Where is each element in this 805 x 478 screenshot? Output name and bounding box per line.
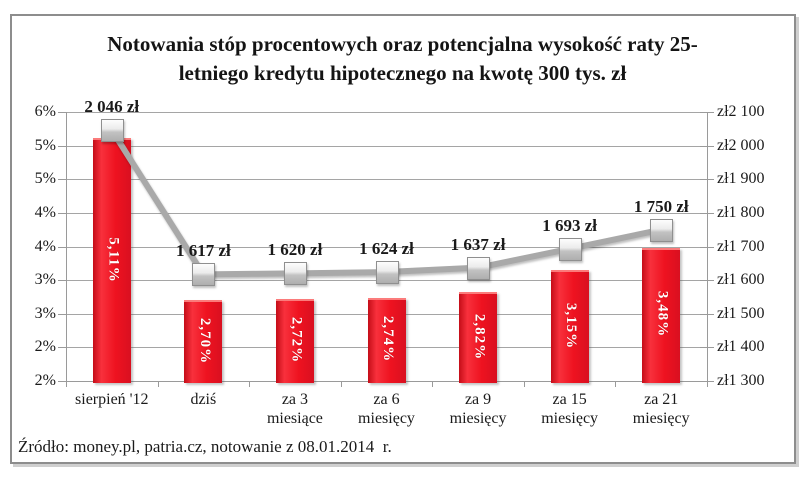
line-marker bbox=[650, 219, 673, 242]
source-note: Źródło: money.pl, patria.cz, notowanie z 08.01.2014 r. bbox=[18, 437, 392, 456]
line-value-label: 2 046 zł bbox=[84, 97, 140, 117]
x-tick-label bbox=[243, 390, 347, 428]
x-axis-tick bbox=[524, 381, 525, 387]
x-tick-label bbox=[426, 390, 530, 428]
x-tick-label-line: miesięcy bbox=[541, 410, 599, 427]
chart-title bbox=[24, 30, 781, 88]
x-axis-tick bbox=[615, 381, 616, 387]
bar-value-label: 3,48% bbox=[654, 291, 671, 338]
x-axis-tick bbox=[707, 381, 708, 387]
y-right-tick-label: zł1 800 bbox=[717, 203, 765, 221]
left-axis-tick bbox=[58, 146, 66, 147]
x-tick-label bbox=[518, 390, 622, 428]
y-right-tick-label: zł1 500 bbox=[717, 304, 765, 322]
chart-title-line2: letniego kredytu hipotecznego na kwotę 300 tys. zł bbox=[178, 61, 627, 85]
bar-value-label: 2,82% bbox=[471, 313, 488, 360]
line-marker bbox=[559, 238, 582, 261]
x-tick-label bbox=[152, 390, 256, 409]
x-axis-tick bbox=[341, 381, 342, 387]
x-tick-label-line: za 9 bbox=[464, 391, 492, 408]
x-tick-label-line: za 3 bbox=[281, 391, 309, 408]
y-left-tick-label: 4% bbox=[34, 237, 56, 255]
line-marker bbox=[192, 263, 215, 286]
y-left-tick-label: 6% bbox=[34, 103, 56, 120]
x-axis-tick bbox=[249, 381, 250, 387]
x-axis-tick bbox=[66, 381, 67, 387]
y-left-tick-label: 3% bbox=[34, 304, 56, 322]
y-left-tick-label: 3% bbox=[34, 271, 56, 289]
bar-value-label: 2,74% bbox=[380, 316, 396, 363]
line-marker bbox=[284, 262, 307, 285]
x-tick-label bbox=[335, 390, 439, 428]
bar-value-label: 5,11% bbox=[105, 236, 122, 283]
y-right-tick-label: zł2 000 bbox=[717, 136, 765, 154]
left-axis-tick bbox=[58, 247, 66, 248]
y-left-tick-label: 2% bbox=[34, 338, 56, 356]
chart-title-line1: Notowania stóp procentowych oraz potencjalna wysokość raty 25- bbox=[107, 32, 698, 56]
x-tick-label-line: za 21 bbox=[644, 391, 679, 408]
bar-value-label: 2,70% bbox=[196, 317, 213, 364]
line-value-label: 1 750 zł bbox=[633, 196, 689, 216]
y-right-tick-label: zł1 400 bbox=[717, 338, 765, 356]
left-axis-tick bbox=[58, 213, 66, 214]
line-value-label: 1 624 zł bbox=[359, 239, 414, 259]
bar-value-label: 3,15% bbox=[563, 302, 580, 349]
x-tick-label bbox=[609, 390, 713, 428]
left-axis-tick bbox=[58, 381, 66, 382]
y-left-tick-label: 4% bbox=[34, 203, 56, 221]
x-tick-label bbox=[60, 390, 164, 409]
y-right-tick-label: zł2 100 bbox=[717, 103, 765, 120]
x-axis-tick bbox=[158, 381, 159, 387]
line-marker bbox=[467, 257, 490, 280]
left-axis-tick bbox=[58, 314, 66, 315]
x-tick-label-line: miesięcy bbox=[632, 410, 690, 427]
y-right-tick-label: zł1 900 bbox=[717, 170, 765, 188]
left-axis-tick bbox=[58, 280, 66, 281]
x-axis-tick bbox=[432, 381, 433, 387]
x-tick-label-line: miesięcy bbox=[449, 410, 507, 427]
line-value-label: 1 693 zł bbox=[542, 215, 598, 235]
y-left-tick-label: 5% bbox=[34, 170, 56, 188]
line-value-label: 1 620 zł bbox=[267, 240, 323, 260]
y-left-tick-label: 2% bbox=[34, 372, 56, 389]
line-marker bbox=[376, 261, 399, 284]
x-tick-label-line: sierpień '12 bbox=[75, 391, 149, 408]
line-value-label: 1 637 zł bbox=[450, 234, 506, 254]
x-tick-label-line: za 15 bbox=[552, 391, 587, 408]
x-tick-label-line: dziś bbox=[190, 391, 217, 408]
left-axis-tick bbox=[58, 179, 66, 180]
y-right-tick-label: zł1 300 bbox=[717, 372, 765, 389]
y-right-tick-label: zł1 700 bbox=[717, 237, 765, 255]
x-tick-label-line: za 6 bbox=[373, 391, 400, 408]
right-axis-line bbox=[707, 112, 708, 387]
y-right-tick-label: zł1 600 bbox=[717, 271, 765, 289]
left-axis-tick bbox=[58, 347, 66, 348]
bar-value-label: 2,72% bbox=[288, 316, 305, 364]
y-left-tick-label: 5% bbox=[34, 136, 56, 154]
line-marker bbox=[101, 119, 124, 142]
line-value-label: 1 617 zł bbox=[175, 241, 231, 261]
x-tick-label-line: miesiące bbox=[266, 410, 323, 427]
x-tick-label-line: miesięcy bbox=[358, 410, 415, 427]
